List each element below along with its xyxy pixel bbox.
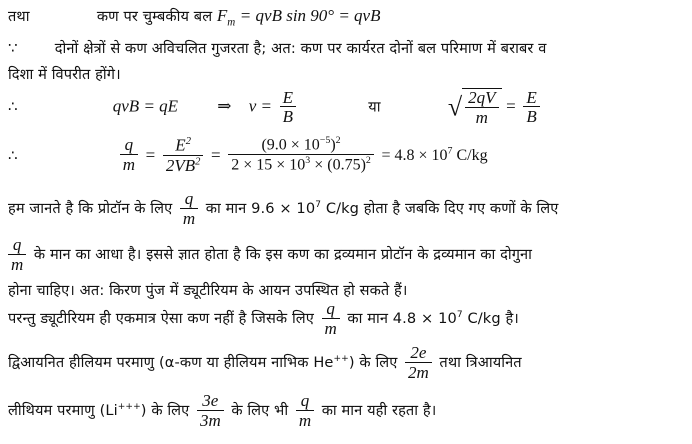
- equals-sign: =: [506, 96, 516, 116]
- reason-continued: [8, 64, 121, 84]
- lithium-text: लीथियम परमाणु (Li+++) के लिए: [8, 402, 190, 420]
- proton-text-pre: हम जानते है कि प्रोटॉन के लिए: [8, 200, 173, 218]
- therefore-symbol-2: ∴: [8, 146, 18, 165]
- sqrt-expression: √ $\frac{2qV}{m}$: [448, 88, 502, 127]
- 3e-over-3m-fraction: $\frac{3e}{3m}$: [197, 392, 224, 430]
- charge-mass-ratio-line: ∴ $\frac{q}{m}$ = $\frac{E^2}{2VB^2}$ = $\frac{(9.0 \times 10^{-5})^2}{2 \times 15 \times 10^3 \times (0.75)^2}$ = $4.8 \times 10^7$ C/kg: [8, 135, 488, 175]
- q-over-m-inline-2: $\frac{q}{m}$: [8, 236, 26, 274]
- proton-value: का मान $9.6 \times 10^7$ C/kg होता है जबकि दिए गए कणों के लिए: [205, 200, 559, 218]
- half-value-text: के मान का आधा है। इससे ज्ञात होता है कि इस कण का द्रव्यमान प्रोटॉन के द्रव्यमान का दोगुना: [33, 246, 532, 264]
- unique-particle-line: [8, 300, 519, 338]
- q-over-m-inline-4: $\frac{q}{m}$: [296, 392, 314, 430]
- lithium-text-post: का मान यही रहता है।: [321, 402, 437, 420]
- lithium-text-mid: के लिए भी: [231, 402, 289, 420]
- reason-line: [8, 38, 546, 58]
- force-text: कण पर चुम्बकीय बल: [96, 8, 213, 25]
- therefore-symbol: ∴: [8, 97, 18, 116]
- velocity-equation-line: [8, 88, 543, 127]
- 2e-over-2m-fraction: $\frac{2e}{2m}$: [405, 344, 432, 382]
- half-value-line: [8, 236, 532, 274]
- because-symbol: ∵: [8, 39, 18, 57]
- lithium-line: [8, 392, 436, 430]
- force-balance-eq: qvB = qE: [112, 96, 179, 116]
- helium-line: [8, 344, 522, 382]
- reason-continued-text: दिशा में विपरीत होंगे।: [8, 66, 121, 83]
- reason-text: दोनों क्षेत्रों से कण अविचलित गुजरता है; अत: कण पर कार्यरत दोनों बल परिमाण में बराबर व: [54, 40, 547, 57]
- deuterium-text: होना चाहिए। अत: किरण पुंज में ड्यूटीरियम के आयन उपस्थित हो सकते हैं।: [8, 282, 408, 299]
- e-over-b-fraction: $\frac{E}{B}$: [280, 89, 296, 127]
- e2-over-2vb2-fraction: $\frac{E^2}{2VB^2}$: [163, 136, 204, 175]
- v-equals: v =: [248, 96, 273, 116]
- q-over-m-inline-3: $\frac{q}{m}$: [322, 300, 340, 338]
- force-line: [8, 6, 381, 28]
- q-over-m-fraction: $\frac{q}{m}$: [120, 136, 138, 174]
- e-over-b-fraction-2: $\frac{E}{B}$: [523, 89, 539, 127]
- numeric-fraction: $\frac{(9.0 \times 10^{-5})^2}{2 \times 15 \times 10^3 \times (0.75)^2}$: [228, 136, 374, 175]
- force-symbol: $F_m$: [216, 6, 236, 29]
- ratio-result: = $4.8 \times 10^7$ C/kg: [381, 145, 488, 165]
- deuterium-line: [8, 280, 408, 300]
- helium-text-post: तथा त्रिआयनित: [439, 354, 522, 372]
- unique-value: का मान $4.8 \times 10^7$ C/kg है।: [347, 310, 519, 328]
- q-over-m-inline: $\frac{q}{m}$: [180, 190, 198, 228]
- unique-text-pre: परन्तु ड्यूटीरियम ही एकमात्र ऐसा कण नहीं है जिसके लिए: [8, 310, 314, 328]
- implies-arrow: ⇒: [217, 96, 232, 116]
- ya-text: या: [368, 98, 381, 116]
- proton-comparison-line: [8, 190, 558, 228]
- helium-text: द्विआयनित हीलियम परमाणु (α-कण या हीलियम नाभिक He++) के लिए: [8, 354, 398, 372]
- label-tatha: तथा: [8, 8, 30, 25]
- force-equation: = qvB sin 90° = qvB: [239, 6, 381, 25]
